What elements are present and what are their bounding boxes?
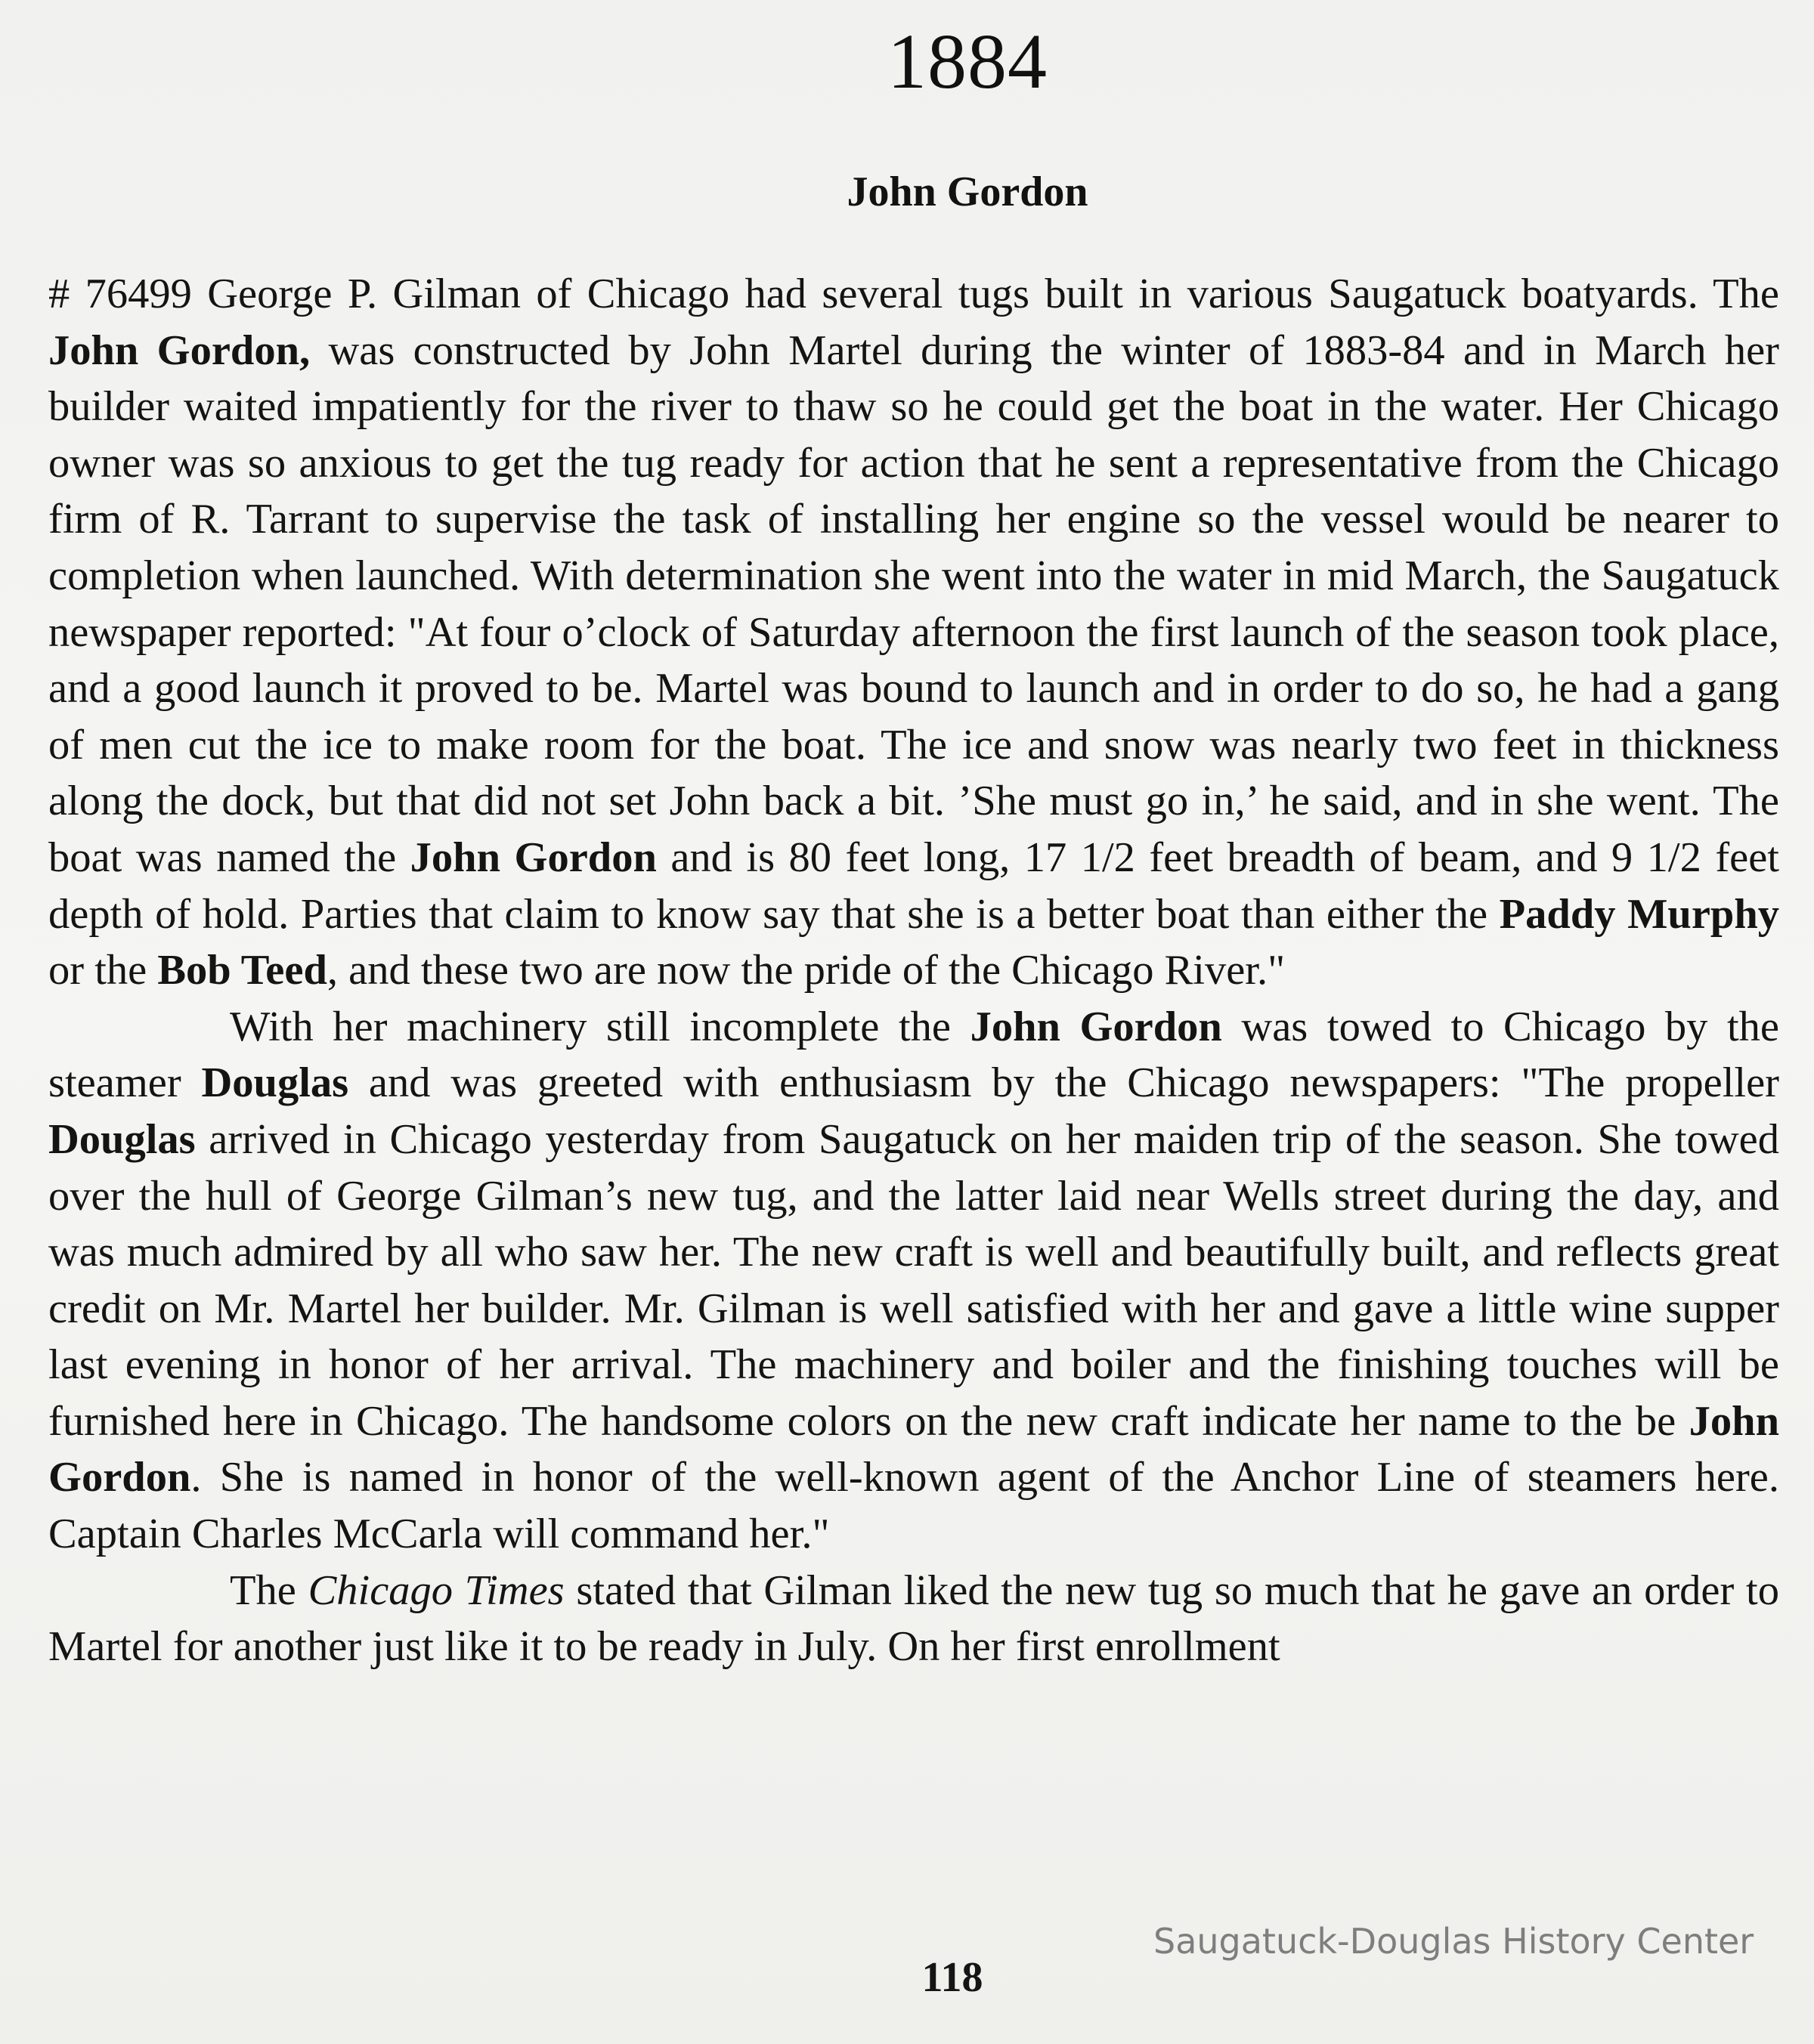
chapter-year-heading: 1884	[887, 18, 1048, 105]
vessel-name: Paddy Murphy	[1499, 890, 1780, 938]
article-body	[48, 266, 1779, 1675]
vessel-name: John Gordon	[48, 1397, 1779, 1501]
vessel-name: John Gordon,	[48, 326, 311, 374]
vessel-name: Bob Teed	[157, 947, 327, 994]
paragraph-3: The Chicago Times stated that Gilman liked the new tug so much that he gave an order to Martel for another just like it to be ready in July. On her first enrollment	[48, 1566, 1779, 1671]
paragraph-1: # 76499 George P. Gilman of Chicago had several tugs built in various Saugatuck boatyards. The John Gordon, was constructed by John Martel during the winter of 1883-84 and in March her builder waited impatiently for the river to thaw so he could get the boat in the water. Her Chicago owner was so anxious to get the tug ready for action that he sent a representative from the Chicago firm of R. Tarrant to supervise the task of installing her engine so the vessel would be nearer to completion when launched. With determination she went into the water in mid March, the Saugatuck newspaper reported: "At four o’clock of Saturday afternoon the first launch of the season took place, and a good launch it proved to be. Martel was bound to launch and in order to do so, he had a gang of men cut the ice to make room for the boat. The ice and snow was nearly two feet in thickness along the dock, but that did not set John back a bit. ’She must go in,’ he said, and in she went. The boat was named the John Gordon and is 80 feet long, 17 1/2 feet breadth of beam, and 9 1/2 feet depth of hold. Parties that claim to know say that she is a better boat than either the Paddy Murphy or the Bob Teed, and these two are now the pride of the Chicago River."	[48, 271, 1780, 994]
vessel-name: Douglas	[201, 1059, 349, 1107]
article-title: John Gordon	[847, 169, 1088, 215]
vessel-name: John Gordon	[410, 833, 657, 881]
paragraph-2: With her machinery still incomplete the John Gordon was towed to Chicago by the steamer Douglas and was greeted with enthusiasm by the Chicago newspapers: "The propeller Douglas arrived in Chicago yesterday from Saugatuck on her maiden trip of the season. She towed over the hull of George Gilman’s new tug, and the latter laid near Wells street during the day, and was much admired by all who saw her. The new craft is well and beautifully built, and reflects great credit on Mr. Martel her builder. Mr. Gilman is well satisfied with her and gave a little wine supper last evening in honor of her arrival. The machinery and boiler and the finishing touches will be furnished here in Chicago. The handsome colors on the new craft indicate her name to the be John Gordon. She is named in honor of the well-known agent of the Anchor Line of steamers here. Captain Charles McCarla will command her."	[48, 1003, 1779, 1558]
watermark: Saugatuck-Douglas History Center	[1153, 1921, 1754, 1962]
vessel-name: John Gordon	[970, 1003, 1222, 1050]
page-number: 118	[921, 1954, 983, 2001]
vessel-name: Douglas	[48, 1115, 196, 1163]
newspaper-title: Chicago Times	[308, 1566, 565, 1614]
